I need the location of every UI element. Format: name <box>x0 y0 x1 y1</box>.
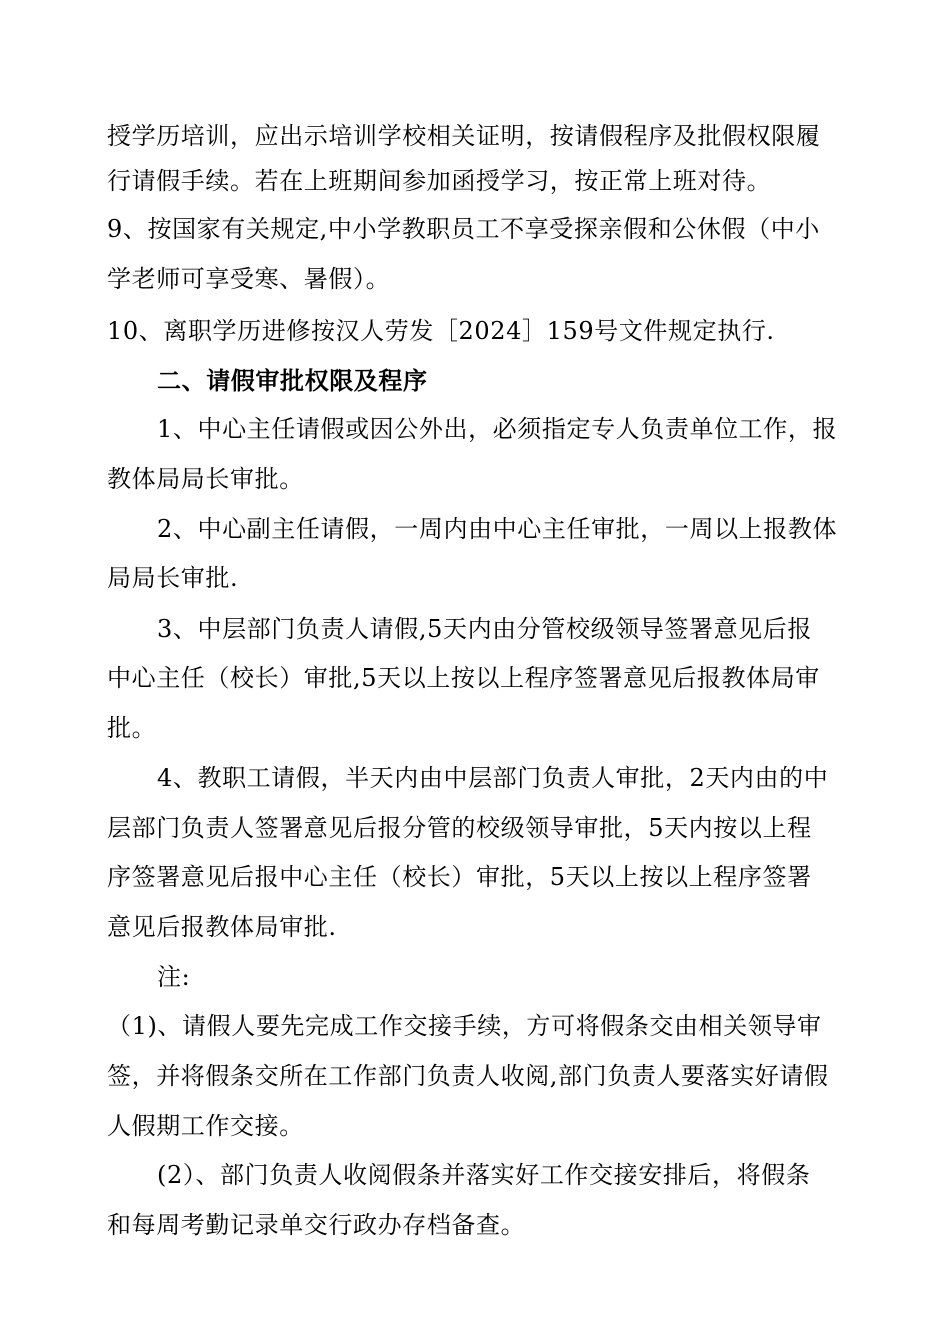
paragraph-line: 行请假手续。若在上班期间参加函授学习，按正常上班对待。 <box>107 167 772 195</box>
paragraph-line: 签，并将假条交所在工作部门负责人收阅,部门负责人要落实好请假 <box>107 1062 829 1090</box>
section-heading: 二、请假审批权限及程序 <box>157 366 428 395</box>
paragraph-line: 教体局局长审批。 <box>107 465 304 493</box>
paragraph-line: 1、中心主任请假或因公外出，必须指定专人负责单位工作，报 <box>157 415 838 443</box>
paragraph-line: 4、教职工请假，半天内由中层部门负责人审批，2天内由的中 <box>157 764 829 792</box>
paragraph-line: 中心主任（校长）审批,5天以上按以上程序签署意见后报教体局审 <box>107 664 820 692</box>
paragraph-line: 批。 <box>107 714 157 742</box>
paragraph-line: 和每周考勤记录单交行政办存档备查。 <box>107 1211 526 1239</box>
paragraph-line: 3、中层部门负责人请假,5天内由分管校级领导签署意见后报 <box>157 615 812 643</box>
note-label: 注: <box>157 963 191 991</box>
paragraph-line: （1)、请假人要先完成工作交接手续，方可将假条交由相关领导审 <box>107 1012 822 1040</box>
paragraph-line: 2、中心副主任请假，一周内由中心主任审批，一周以上报教体 <box>157 515 838 543</box>
paragraph-line: 学老师可享受寒、暑假）。 <box>107 265 391 293</box>
paragraph-line: (2）、部门负责人收阅假条并落实好工作交接安排后，将假条 <box>157 1161 811 1189</box>
paragraph-line: 层部门负责人签署意见后报分管的校级领导审批，5天内按以上程 <box>107 814 812 842</box>
paragraph-line: 9、按国家有关规定,中小学教职员工不享受探亲假和公休假（中小 <box>107 215 820 243</box>
paragraph-line: 人假期工作交接。 <box>107 1112 304 1140</box>
paragraph-line: 10、离职学历进修按汉人劳发［2024］159号文件规定执行. <box>107 317 775 345</box>
paragraph-line: 授学历培训，应出示培训学校相关证明，按请假程序及批假权限履 <box>107 122 821 150</box>
paragraph-line: 序签署意见后报中心主任（校长）审批，5天以上按以上程序签署 <box>107 863 812 891</box>
paragraph-line: 局局长审批. <box>107 564 239 592</box>
paragraph-line: 意见后报教体局审批. <box>107 913 337 941</box>
